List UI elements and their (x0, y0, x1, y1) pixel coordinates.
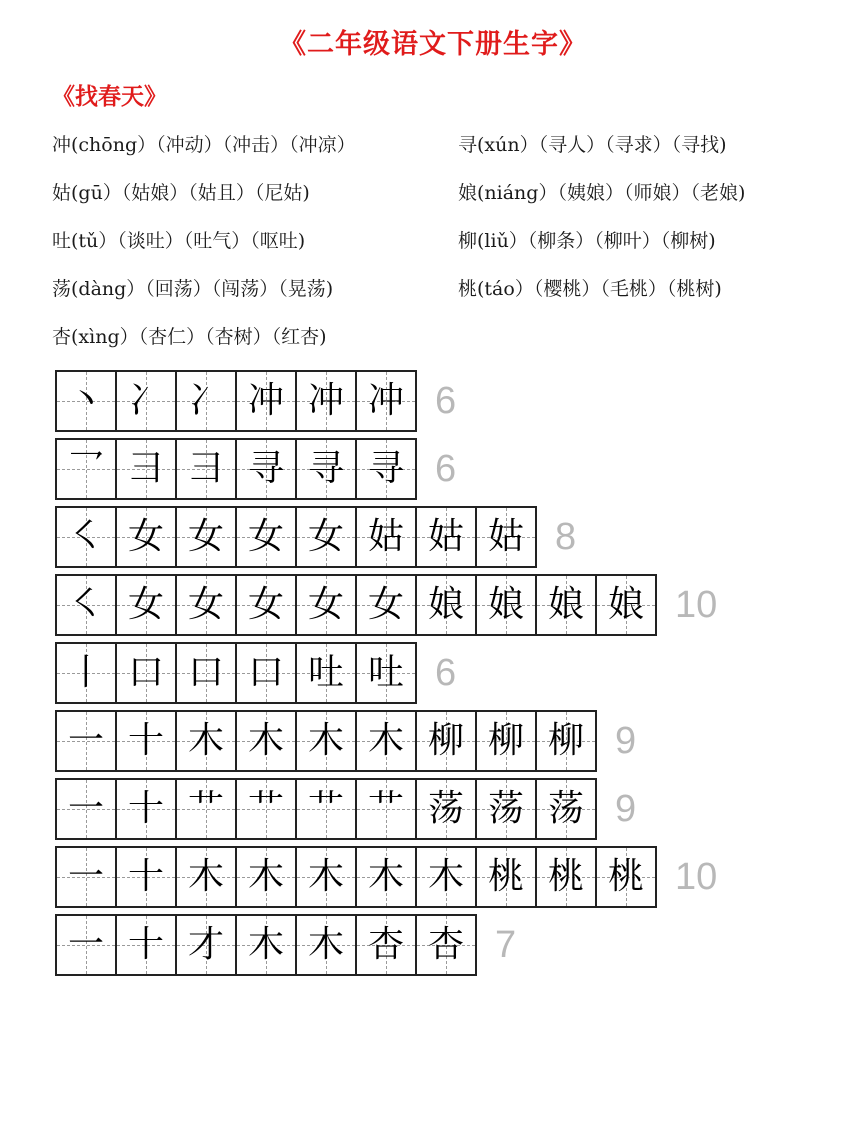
tian-grid-cell (295, 644, 355, 702)
stroke-step-char: 丨 (67, 652, 104, 693)
stroke-step-char: 桃 (607, 856, 644, 897)
tian-grid-cell (595, 576, 655, 634)
stroke-step-char: 冲 (307, 380, 344, 421)
stroke-step-char: 娘 (427, 584, 464, 625)
stroke-step-char: 口 (187, 652, 224, 693)
tian-grid-cell (295, 440, 355, 498)
tian-grid-cell (115, 576, 175, 634)
tian-grid-cell (235, 440, 295, 498)
stroke-count: 6 (435, 447, 457, 490)
tian-grid-cell (57, 848, 115, 906)
stroke-step-char: 吐 (367, 652, 404, 693)
stroke-step-char: 木 (307, 856, 344, 897)
stroke-step-char: 桃 (487, 856, 524, 897)
stroke-step-char: 冫 (187, 380, 224, 421)
tian-grid-cell (57, 644, 115, 702)
stroke-step-char: 柳 (427, 720, 464, 761)
tian-grid-cell (235, 916, 295, 974)
stroke-step-char: 荡 (427, 788, 464, 829)
stroke-step-char: 十 (127, 856, 164, 897)
tian-grid-strip (55, 642, 417, 704)
stroke-step-char: 姑 (367, 516, 404, 557)
vocab-right-4: 桃(táo）（樱桃）（毛桃）（桃树) (458, 278, 722, 300)
tian-grid-cell (295, 508, 355, 566)
stroke-step-char: 桃 (547, 856, 584, 897)
tian-grid-cell (175, 848, 235, 906)
stroke-count: 6 (435, 651, 457, 694)
tian-grid-cell (115, 712, 175, 770)
stroke-step-char: 杏 (367, 924, 404, 965)
tian-grid-cell (175, 508, 235, 566)
stroke-step-char: ㇛ (67, 516, 104, 557)
stroke-step-char: 娘 (607, 584, 644, 625)
stroke-step-char: 冲 (367, 380, 404, 421)
stroke-count: 10 (675, 855, 718, 898)
tian-grid-cell (235, 848, 295, 906)
tian-grid-cell (355, 576, 415, 634)
tian-grid-cell (57, 508, 115, 566)
stroke-count: 9 (615, 787, 637, 830)
stroke-step-char: 娘 (487, 584, 524, 625)
tian-grid-cell (115, 780, 175, 838)
stroke-step-char: 姑 (427, 516, 464, 557)
tian-grid-cell (115, 916, 175, 974)
stroke-step-char: 木 (187, 720, 224, 761)
stroke-step-char: 口 (247, 652, 284, 693)
tian-grid-cell (235, 372, 295, 430)
stroke-count: 7 (495, 923, 517, 966)
stroke-step-char: 木 (247, 924, 284, 965)
stroke-step-char: 木 (367, 856, 404, 897)
stroke-step-char: 才 (187, 924, 224, 965)
stroke-step-char: 一 (67, 856, 104, 897)
tian-grid-cell (415, 712, 475, 770)
stroke-step-char: 寻 (247, 448, 284, 489)
vocab-left-1: 冲(chōng）（冲动）（冲击）（冲凉） (52, 134, 356, 156)
tian-grid-cell (57, 780, 115, 838)
tian-grid-cell (57, 372, 115, 430)
tian-grid-cell (295, 372, 355, 430)
tian-grid-cell (235, 712, 295, 770)
tian-grid-cell (475, 780, 535, 838)
tian-grid-cell (475, 576, 535, 634)
stroke-step-char: 乛 (67, 448, 104, 489)
tian-grid-cell (355, 848, 415, 906)
vocab-left-2: 姑(gū）（姑娘）（姑且）（尼姑) (52, 182, 310, 204)
stroke-step-char: 冫 (127, 380, 164, 421)
stroke-row-8 (55, 846, 717, 908)
tian-grid-cell (295, 916, 355, 974)
tian-grid-cell (235, 508, 295, 566)
stroke-step-char: 娘 (547, 584, 584, 625)
vocab-left-3: 吐(tǔ）（谈吐）（吐气）（呕吐) (52, 230, 306, 252)
page-title: 《二年级语文下册生字》 (279, 29, 587, 60)
tian-grid-cell (175, 372, 235, 430)
tian-grid-cell (355, 916, 415, 974)
stroke-step-char: 女 (187, 584, 224, 625)
stroke-step-char: 女 (367, 584, 404, 625)
stroke-row-2 (55, 438, 456, 500)
tian-grid-cell (175, 644, 235, 702)
stroke-step-char: 彐 (127, 448, 164, 489)
stroke-step-char: 寻 (367, 448, 404, 489)
stroke-step-char: 柳 (487, 720, 524, 761)
tian-grid-cell (175, 780, 235, 838)
tian-grid-cell (175, 440, 235, 498)
vocab-right-1: 寻(xún）（寻人）（寻求）（寻找) (458, 134, 727, 156)
tian-grid-cell (355, 712, 415, 770)
tian-grid-strip (55, 370, 417, 432)
tian-grid-cell (57, 916, 115, 974)
tian-grid-cell (235, 780, 295, 838)
stroke-step-char: ㇛ (67, 584, 104, 625)
tian-grid-cell (175, 916, 235, 974)
tian-grid-cell (57, 576, 115, 634)
tian-grid-cell (475, 712, 535, 770)
tian-grid-cell (535, 576, 595, 634)
stroke-step-char: 杏 (427, 924, 464, 965)
tian-grid-cell (415, 576, 475, 634)
tian-grid-cell (235, 644, 295, 702)
vocab-left-5: 杏(xìng）（杏仁）（杏树）（红杏) (52, 326, 327, 348)
stroke-step-char: 寻 (307, 448, 344, 489)
stroke-row-4 (55, 574, 717, 636)
stroke-step-char: 一 (67, 788, 104, 829)
tian-grid-cell (295, 576, 355, 634)
tian-grid-cell (295, 780, 355, 838)
tian-grid-cell (115, 508, 175, 566)
stroke-count: 9 (615, 719, 637, 762)
stroke-step-char: 女 (187, 516, 224, 557)
stroke-step-char: 木 (427, 856, 464, 897)
stroke-step-char: 木 (247, 856, 284, 897)
stroke-step-char: 荡 (487, 788, 524, 829)
stroke-step-char: 女 (127, 516, 164, 557)
tian-grid-cell (115, 372, 175, 430)
tian-grid-cell (535, 712, 595, 770)
stroke-step-char: 十 (127, 720, 164, 761)
tian-grid-cell (415, 916, 475, 974)
stroke-step-char: 荡 (547, 788, 584, 829)
tian-grid-cell (175, 712, 235, 770)
stroke-row-3 (55, 506, 576, 568)
stroke-step-char: 女 (247, 584, 284, 625)
tian-grid-strip (55, 574, 657, 636)
stroke-count: 8 (555, 515, 577, 558)
stroke-step-char: 艹 (187, 788, 224, 829)
stroke-step-char: 女 (247, 516, 284, 557)
vocab-left-4: 荡(dàng）（回荡）（闯荡）（晃荡) (52, 278, 334, 300)
stroke-count: 6 (435, 379, 457, 422)
tian-grid-strip (55, 506, 537, 568)
stroke-step-char: 十 (127, 924, 164, 965)
tian-grid-cell (355, 440, 415, 498)
stroke-step-char: 彐 (187, 448, 224, 489)
stroke-step-char: 吐 (307, 652, 344, 693)
stroke-step-char: 木 (307, 720, 344, 761)
stroke-step-char: 冲 (247, 380, 284, 421)
stroke-step-char: 柳 (547, 720, 584, 761)
stroke-row-5 (55, 642, 456, 704)
stroke-row-7 (55, 778, 636, 840)
tian-grid-cell (475, 508, 535, 566)
stroke-step-char: 艹 (307, 788, 344, 829)
tian-grid-cell (235, 576, 295, 634)
lesson-title: 《找春天》 (52, 84, 167, 110)
stroke-step-char: 木 (307, 924, 344, 965)
tian-grid-cell (355, 644, 415, 702)
vocab-right-3: 柳(liǔ）（柳条）（柳叶）（柳树) (458, 230, 716, 252)
stroke-step-char: 女 (307, 516, 344, 557)
stroke-step-char: 口 (127, 652, 164, 693)
stroke-step-char: 女 (127, 584, 164, 625)
tian-grid-strip (55, 710, 597, 772)
tian-grid-cell (535, 780, 595, 838)
tian-grid-strip (55, 846, 657, 908)
tian-grid-cell (175, 576, 235, 634)
stroke-step-char: 艹 (367, 788, 404, 829)
stroke-step-char: 木 (187, 856, 224, 897)
tian-grid-cell (415, 508, 475, 566)
tian-grid-cell (415, 848, 475, 906)
tian-grid-strip (55, 778, 597, 840)
stroke-step-char: 十 (127, 788, 164, 829)
stroke-step-char: 女 (307, 584, 344, 625)
stroke-step-char: 艹 (247, 788, 284, 829)
tian-grid-cell (475, 848, 535, 906)
tian-grid-cell (535, 848, 595, 906)
tian-grid-cell (57, 440, 115, 498)
stroke-count: 10 (675, 583, 718, 626)
tian-grid-cell (415, 780, 475, 838)
stroke-step-char: 丶 (67, 380, 104, 421)
tian-grid-cell (115, 440, 175, 498)
tian-grid-cell (595, 848, 655, 906)
stroke-step-char: 姑 (487, 516, 524, 557)
tian-grid-cell (355, 508, 415, 566)
tian-grid-cell (355, 372, 415, 430)
tian-grid-cell (115, 644, 175, 702)
stroke-row-1 (55, 370, 456, 432)
tian-grid-strip (55, 914, 477, 976)
stroke-row-9 (55, 914, 516, 976)
tian-grid-cell (295, 848, 355, 906)
stroke-step-char: 一 (67, 924, 104, 965)
tian-grid-cell (57, 712, 115, 770)
tian-grid-strip (55, 438, 417, 500)
stroke-row-6 (55, 710, 636, 772)
tian-grid-cell (355, 780, 415, 838)
tian-grid-cell (295, 712, 355, 770)
stroke-step-char: 木 (367, 720, 404, 761)
tian-grid-cell (115, 848, 175, 906)
vocab-right-2: 娘(niáng）（姨娘）（师娘）（老娘) (458, 182, 746, 204)
stroke-step-char: 木 (247, 720, 284, 761)
stroke-step-char: 一 (67, 720, 104, 761)
